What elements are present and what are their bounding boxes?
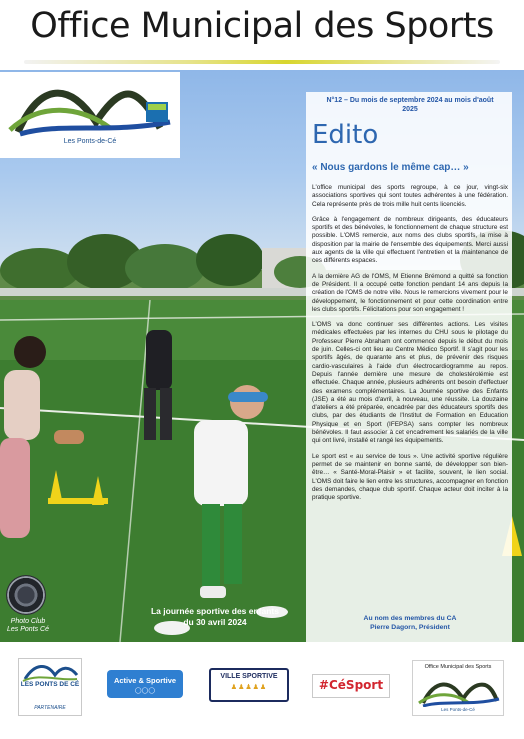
edito-paragraph: Le sport est « au service de tous ». Une activité sportive régulière permet de se maintenir en bonne santé, de développer son bien-être… « Santé-Moral-Plaisir » et facilite, souvent, le lien social. L'OMS doit faire le lien entre les structures, accompagner en fonction des demandes, chaque club sportif. Chaque acteur doit inciter à la pratique sportive.	[312, 452, 508, 502]
children-figures	[0, 330, 300, 630]
logo-town-name: Les Ponts-de-Cé	[63, 138, 117, 145]
sponsor-cesport	[312, 674, 390, 698]
photo-caption: La journée sportive des enfants du 30 avril 2024	[150, 606, 279, 627]
sponsor-name: VILLE SPORTIVE	[220, 673, 278, 680]
sponsor-ville-sportive	[209, 668, 289, 702]
header-divider	[24, 60, 500, 64]
signature: Au nom des membres du CA Pierre Dagorn, Président	[363, 615, 457, 631]
edito-paragraph: L'OMS va donc continuer ses différentes actions. Les visites médicales effectuées par les internes du CHU sous le pilotage du Professeur Pierre Abraham ont commencé depuis le début du mois de juin. Celles-ci ont lieu au Centre Médico Sportif. Il s'agit pour les sportifs âgés, de quarante ans et plus, de prévenir des risques cardio-vasculaires à l'aide d'un électrocardiogramme au repos. Depuis l'année dernière une mesure de cholestérolémie est effectuée. Chaque année, plusieurs adhérents ont besoin d'effectuer des examens complémentaires. La Journée sportive des Enfants (JSE) a été au mois d'avril, à nouveau, une réussite. La douzaine d'ateliers a été préparée, encadrée par des éducateurs sportifs des clubs, par des étudiants de l'Institut de Formation en Education Physique et en Sport (IFEPSA) sans compter les nombreux bénévoles. Il faut associer à cet encadrement les salariés de la ville qui ont livré, installé et rangé les équipements.	[312, 321, 508, 445]
sponsor-subtitle: PARTENAIRE	[34, 705, 66, 711]
sponsor-oms	[412, 660, 504, 716]
issue-line: N°12 – Du mois de septembre 2024 au mois d'août 2025	[326, 97, 494, 113]
sponsor-ponts-de-ce	[18, 658, 82, 716]
edito-body	[312, 184, 508, 509]
edito-paragraph: A la dernière AG de l'OMS, M Etienne Brémond a quitté sa fonction de Président. Il a occupé cette fonction pendant 14 ans depuis la création de l'OMS de notre ville. Nous le remercions vivement pour le développement, le fonctionnement et pour cette coordination entre les clubs sportifs. Félicitations pour son engagement !	[312, 272, 508, 313]
sponsor-name: Active & Sportive	[113, 676, 177, 685]
oms-wave-logo-small	[413, 673, 503, 707]
sponsor-name: #CéSport	[318, 678, 384, 692]
athletes-icon: ♟♟♟♟♟	[230, 684, 268, 691]
edito-paragraph: Grâce à l'engagement de nombreux dirigeants, des éducateurs sportifs et des bénévoles, le fonctionnement de chaque structure est possible. L'OMS remercie, aux noms des clubs sportifs, la mise à disposition par la mairie de l'ensemble des équipements. Merci aussi aux agents de la ville qui effectuent l'entretien et la maintenance de ces différents espaces.	[312, 215, 508, 265]
photo-credit: Photo Club Les Ponts Cé	[6, 618, 50, 633]
header	[0, 0, 524, 70]
ponts-de-ce-wave-icon	[19, 661, 81, 683]
edito-paragraph: L'office municipal des sports regroupe, à ce jour, vingt-six associations sportives qui sont toutes adhérentes à une fédération. Cela représente près de trois mille huit cents licenciés.	[312, 184, 508, 208]
sponsor-town: Les Ponts-de-Cé	[441, 707, 475, 712]
edito-subtitle: « Nous gardons le même cap… »	[312, 162, 469, 173]
oms-wave-logo	[0, 72, 180, 138]
sponsor-name: Office Municipal des Sports	[424, 664, 492, 670]
oms-logo	[0, 72, 180, 158]
edito-title: Edito	[312, 120, 379, 150]
olympic-rings-icon: ◯◯◯	[134, 688, 156, 694]
camera-icon	[6, 575, 46, 615]
page-title: Office Municipal des Sports	[30, 6, 494, 46]
sponsor-active-sportive	[107, 670, 183, 698]
sponsor-name: LES PONTS DE CÉ	[20, 681, 80, 688]
